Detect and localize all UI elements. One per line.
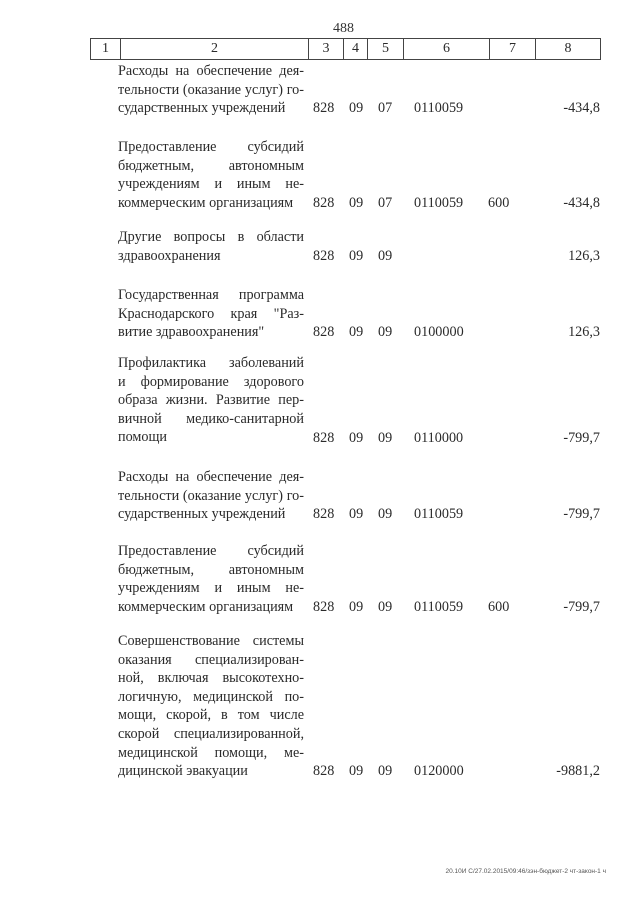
row-target-code: 0110059 [414,100,464,116]
row-target-code: 0120000 [414,763,464,779]
row-target-code: 0100000 [414,324,464,340]
row-description: Расходы на обеспечение дея- тельности (оказание услуг) го- сударственных учреждений [118,469,304,523]
row-subsection-code: 09 [378,324,393,340]
row-amount: 126,3 [568,324,600,340]
row-ministry-code: 828 [313,506,335,522]
row-description: Предоставление субсидий бюджетным, автономным учреждениям и иным не- коммерческим организациям [118,139,304,211]
row-ministry-code: 828 [313,430,335,446]
row-ministry-code: 828 [313,248,335,264]
row-amount: 126,3 [568,248,600,264]
row-subsection-code: 09 [378,599,393,615]
column-header-table [90,38,601,60]
row-target-code: 0110059 [414,506,464,522]
row-ministry-code: 828 [313,324,335,340]
row-ministry-code: 828 [313,763,335,779]
row-description: Другие вопросы в области здравоохранения [118,229,304,264]
column-header-6: 6 [404,39,490,60]
row-ministry-code: 828 [313,100,335,116]
row-amount: -799,7 [563,506,600,522]
column-header-1: 1 [91,39,121,60]
row-ministry-code: 828 [313,195,335,211]
column-header-7: 7 [490,39,536,60]
row-subsection-code: 09 [378,506,393,522]
row-subsection-code: 09 [378,763,393,779]
footer-print-stamp: 20.10И С/27.02.2015/09:46/зэн-бюджет-2 чт-закон-1 ч [445,868,606,875]
row-amount: -434,8 [563,100,600,116]
row-section-code: 09 [349,195,364,211]
row-target-code: 0110059 [414,599,464,615]
row-section-code: 09 [349,763,364,779]
row-section-code: 09 [349,599,364,615]
row-description: Государственная программа Краснодарского края "Раз- витие здравоохранения" [118,287,304,341]
row-expense-type: 600 [488,599,510,615]
row-subsection-code: 09 [378,430,393,446]
column-header-4: 4 [344,39,368,60]
row-amount: -799,7 [563,599,600,615]
column-header-3: 3 [309,39,344,60]
row-section-code: 09 [349,100,364,116]
row-subsection-code: 07 [378,100,393,116]
row-amount: -799,7 [563,430,600,446]
row-expense-type: 600 [488,195,510,211]
row-subsection-code: 09 [378,248,393,264]
column-header-8: 8 [536,39,601,60]
row-amount: -9881,2 [556,763,600,779]
column-header-5: 5 [368,39,404,60]
row-section-code: 09 [349,248,364,264]
row-section-code: 09 [349,506,364,522]
row-target-code: 0110059 [414,195,464,211]
row-amount: -434,8 [563,195,600,211]
row-ministry-code: 828 [313,599,335,615]
column-header-2: 2 [121,39,309,60]
row-description: Предоставление субсидий бюджетным, автономным учреждениям и иным не- коммерческим организациям [118,543,304,615]
row-section-code: 09 [349,324,364,340]
row-description: Расходы на обеспечение дея- тельности (оказание услуг) го- сударственных учреждений [118,63,304,117]
row-description: Совершенствование системы оказания специализирован- ной, включая высокотехно- логичную, медицинской по- мощи, скорой, в том числе скорой специализированной, медицинской помощи, ме- дицинской эвакуации [118,633,304,780]
row-subsection-code: 07 [378,195,393,211]
page-number: 488 [333,21,354,36]
row-section-code: 09 [349,430,364,446]
row-description: Профилактика заболеваний и формирование здорового образа жизни. Развитие пер- вичной медико-санитарной помощи [118,355,304,446]
row-target-code: 0110000 [414,430,464,446]
